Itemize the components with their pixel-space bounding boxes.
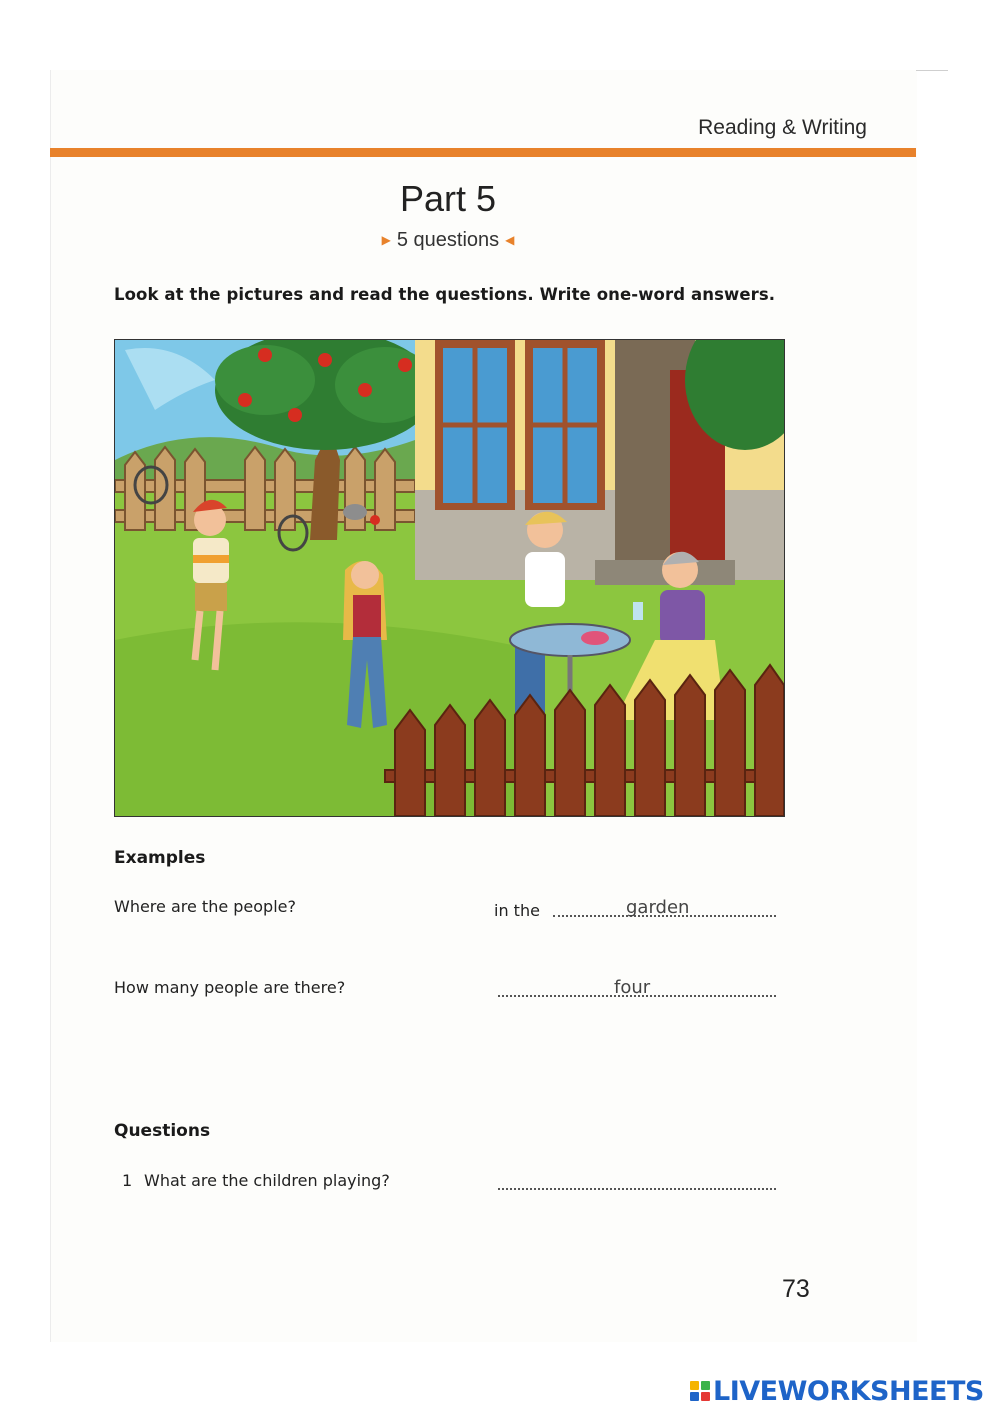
triangle-right-icon: ▶ [381, 233, 391, 247]
examples-heading: Examples [114, 848, 206, 868]
written-answer: four [614, 977, 651, 998]
example-question-1: Where are the people? [114, 897, 296, 916]
question-text: What are the children playing? [144, 1171, 390, 1190]
answer-input-1[interactable] [494, 1163, 776, 1193]
section-label: Reading & Writing [698, 116, 867, 139]
triangle-left-icon: ◀ [505, 233, 515, 247]
question-1 [114, 1171, 390, 1190]
example-answer-1 [494, 890, 776, 920]
question-number: 1 [122, 1171, 133, 1190]
answer-dotted-line[interactable] [498, 1188, 776, 1190]
page-number: 73 [782, 1275, 810, 1303]
page-corner-line [916, 70, 948, 71]
example-answer-2 [494, 970, 776, 1000]
liveworksheets-brand[interactable] [690, 1376, 984, 1406]
question-count: 5 questions [396, 229, 500, 251]
garden-scene-illustration [114, 339, 785, 817]
header-divider [50, 148, 916, 157]
brand-name: LIVEWORKSHEETS [713, 1375, 984, 1407]
example-question-2: How many people are there? [114, 978, 346, 997]
instructions: Look at the pictures and read the questions. Write one-word answers. [114, 285, 776, 304]
answer-prefix: in the [494, 901, 540, 920]
questions-heading: Questions [114, 1121, 211, 1141]
written-answer: garden [626, 897, 690, 918]
part-title: Part 5 [399, 178, 497, 219]
part-subtitle [0, 229, 896, 252]
liveworksheets-logo-icon [690, 1381, 710, 1401]
